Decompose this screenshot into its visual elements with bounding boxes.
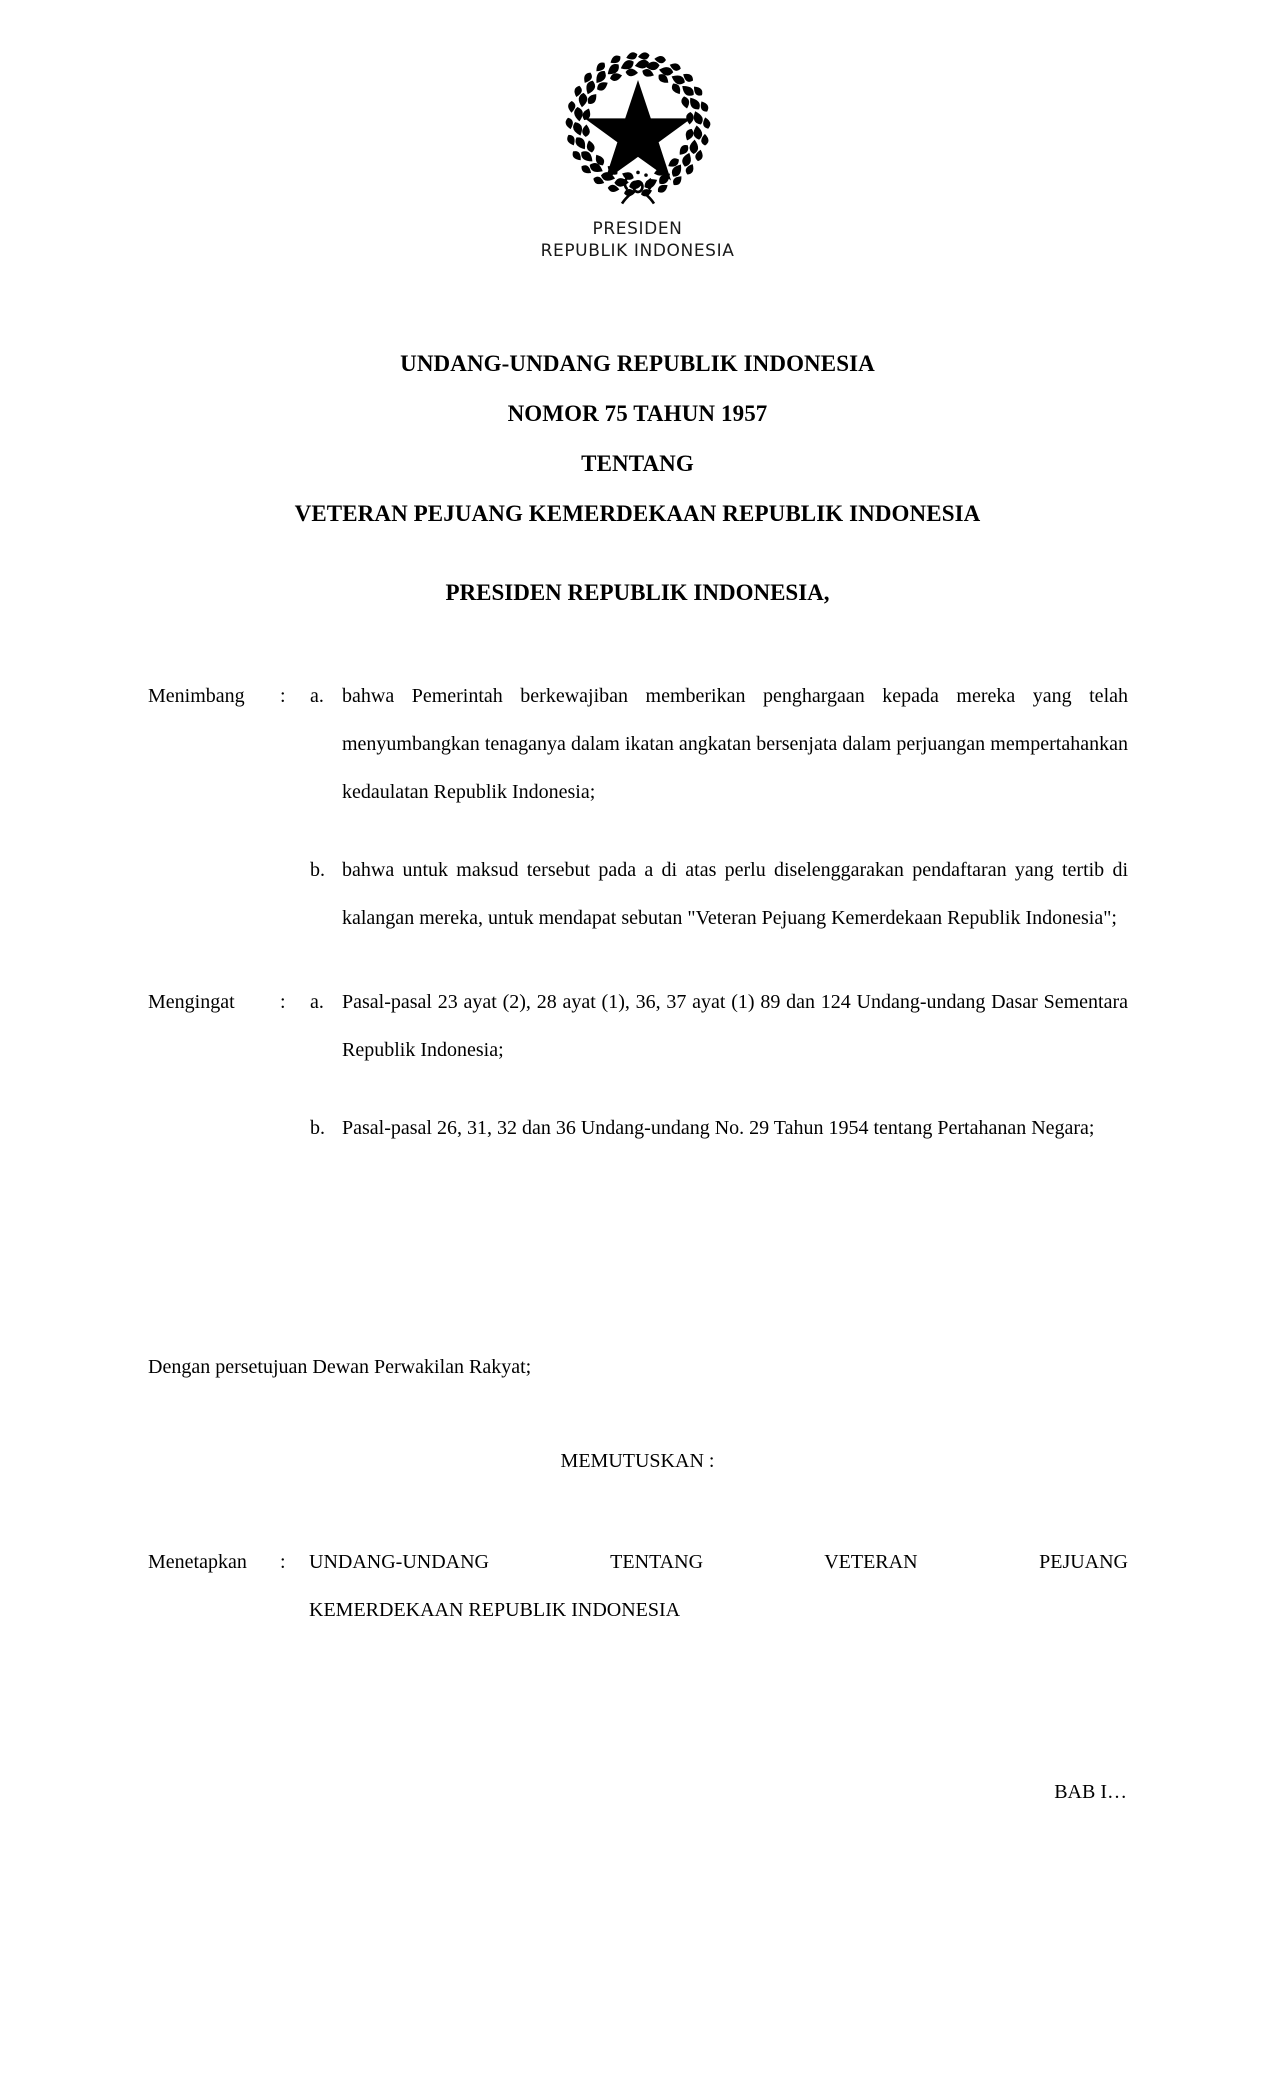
spacer — [148, 942, 1128, 978]
document-title-block — [0, 339, 1275, 539]
considering-item-a — [148, 672, 1128, 816]
considering-text-b: bahwa untuk maksud tersebut pada a di atas perlu diselenggarakan pendaftaran yang tertib di kalangan mereka, untuk mendapat sebutan "Veteran Pejuang Kemerdekaan Republik Indonesia"; — [342, 859, 1128, 929]
recalling-colon: : — [280, 991, 286, 1013]
letterhead-line-presiden: PRESIDEN — [592, 219, 683, 239]
stipulating-colon: : — [280, 1551, 286, 1573]
clauses-section — [148, 672, 1128, 1152]
stipulating-line-2: KEMERDEKAAN REPUBLIK INDONESIA — [309, 1599, 681, 1621]
letterhead-line-republik-indonesia: REPUBLIK INDONESIA — [540, 241, 735, 262]
stipulating-line-1: UNDANG-UNDANG TENTANG VETERAN PEJUANG — [309, 1551, 1128, 1573]
title-line-number: NOMOR 75 TAHUN 1957 — [507, 401, 768, 426]
considering-text-a: bahwa Pemerintah berkewajiban memberikan penghargaan kepada mereka yang telah menyumbangkan tenaganya dalam ikatan angkatan bersenjata dalam perjuangan mempertahankan kedaulatan Republik Indonesia; — [342, 685, 1128, 803]
recalling-marker-a: a. — [310, 991, 324, 1013]
recalling-text-a: Pasal-pasal 23 ayat (2), 28 ayat (1), 36, 37 ayat (1) 89 dan 124 Undang-undang Dasar Sementara Republik Indonesia; — [342, 991, 1128, 1061]
spacer — [148, 816, 1128, 846]
letterhead-text — [0, 218, 1275, 263]
decree-authority-heading: PRESIDEN REPUBLIK INDONESIA, — [445, 580, 830, 605]
considering-colon: : — [280, 685, 286, 707]
stipulating-section — [148, 1538, 1128, 1634]
recalling-item-a — [148, 978, 1128, 1074]
stipulating-row — [148, 1538, 1128, 1634]
title-line-law-type: UNDANG-UNDANG REPUBLIK INDONESIA — [400, 351, 875, 376]
spacer — [148, 1074, 1128, 1104]
recalling-marker-b: b. — [310, 1117, 325, 1139]
recalling-text-b: Pasal-pasal 26, 31, 32 dan 36 Undang-undang No. 29 Tahun 1954 tentang Pertahanan Negara; — [342, 1117, 1095, 1139]
recalling-item-b — [148, 1104, 1128, 1152]
letterhead — [0, 48, 1275, 263]
decide-heading: MEMUTUSKAN : — [560, 1450, 715, 1472]
stipulating-label: Menetapkan — [148, 1551, 247, 1573]
page-continuation-marker: BAB I… — [1054, 1781, 1127, 1803]
title-line-subject: VETERAN PEJUANG KEMERDEKAAN REPUBLIK INDONESIA — [294, 501, 981, 526]
recalling-label: Mengingat — [148, 991, 235, 1013]
indonesian-presidential-seal-icon — [548, 48, 728, 208]
considering-marker-a: a. — [310, 685, 324, 707]
stipulating-body — [309, 1538, 1128, 1634]
dpr-approval-line: Dengan persetujuan Dewan Perwakilan Rakyat; — [148, 1356, 532, 1378]
title-line-about: TENTANG — [581, 451, 694, 476]
considering-item-b — [148, 846, 1128, 942]
considering-label: Menimbang — [148, 685, 245, 707]
considering-marker-b: b. — [310, 859, 325, 881]
